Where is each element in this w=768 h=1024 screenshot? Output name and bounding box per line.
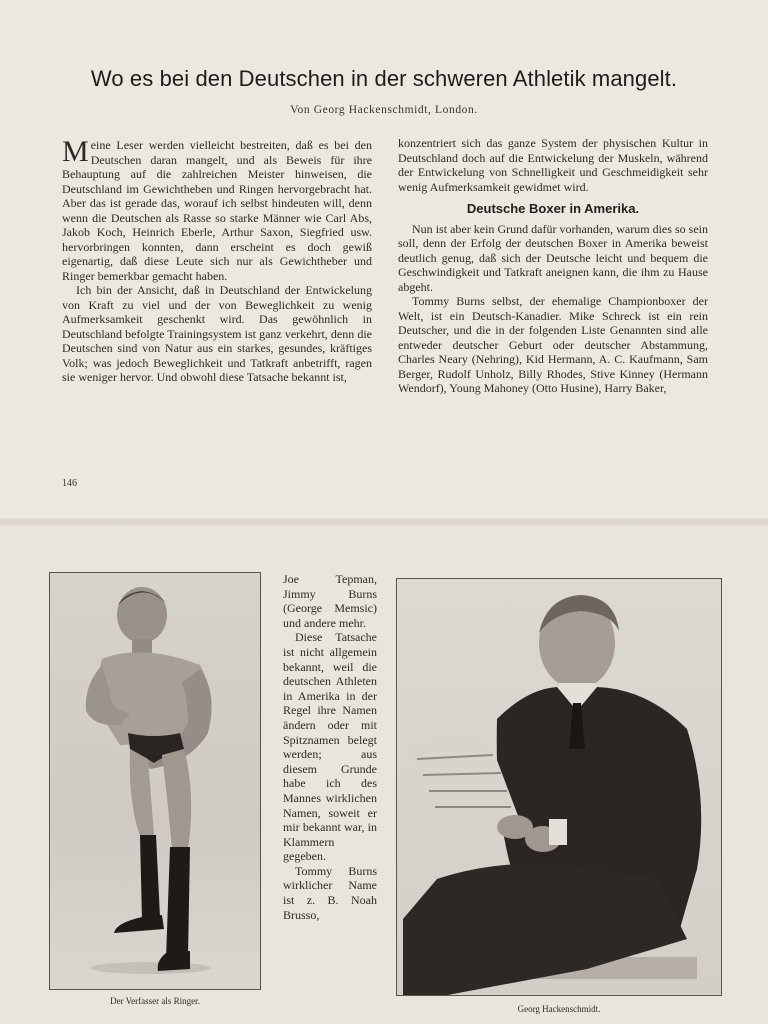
- paragraph: konzentriert sich das ganze System der physischen Kultur in Deutschland doch auf die Entwickelung der Muskeln, während der Entwickelung von Schnelligkeit und Geschmeidigkeit sehr wenig Aufmerksamkeit gewidmet wird.: [398, 136, 708, 194]
- paragraph: Tommy Burns wirklicher Name ist z. B. Noah Brusso,: [283, 863, 377, 922]
- left-photo-caption: Der Verfasser als Ringer.: [110, 996, 200, 1006]
- section-subheading: Deutsche Boxer in Amerika.: [466, 201, 640, 216]
- paragraph: Nun ist aber kein Grund dafür vorhanden, warum dies so sein soll, denn der Erfolg der deutschen Boxer in Amerika beweist deutlich genug, daß sich der Deutsche leicht und bequem die Geschwindigkeit und Tatkraft aneignen kann, die ihm zu Hause abgeht.: [398, 221, 708, 294]
- wrestler-photo: [49, 572, 261, 990]
- page-gutter: [0, 518, 768, 526]
- paragraph: Tommy Burns selbst, der ehemalige Championboxer der Welt, ist ein Deutsch-Kanadier. Mike Schreck ist ein rein Deutscher, und die in der folgenden Liste Genannten sind alle entweder deutscher Geburt oder deutscher Abstammung, Charles Neary (Nehring), Kid Hermann, A. C. Kaufmann, Sam Berger, Rudolf Unholz, Billy Rhodes, Stive Kinney (Hermann Wendorf), Young Mahoney (Otto Husine), Harry Baker,: [398, 294, 708, 395]
- wrestler-figure-icon: [50, 573, 261, 990]
- left-text-column: [62, 135, 372, 385]
- paragraph: Ich bin der Ansicht, daß in Deutschland der Entwickelung von Kraft zu viel und der von Beweglichkeit zu wenig Aufmerksamkeit geschenkt wird. Das gewöhnlich in Deutschland befolgte Trainingsystem ist ganz verkehrt, denn die Deutschen sind von Natur aus ein starkes, gesundes, kräftiges Volk; was jedoch Beweglichkeit und Tatkraft anbetrifft, ragen sie weniger hervor. Und obwohl diese Tatsache bekannt ist,: [62, 283, 372, 384]
- drop-cap: M: [62, 135, 89, 168]
- seated-man-figure-icon: [397, 579, 722, 996]
- page-number: 146: [62, 478, 77, 489]
- right-text-column: [398, 136, 708, 396]
- right-photo-caption: Georg Hackenschmidt.: [517, 1004, 601, 1014]
- paragraph-text: eine Leser werden vielleicht bestreiten, daß es bei den Deutschen daran mangelt, und als Beweis für ihre Behauptung auf die zahlreichen Meister hinweisen, die Deutschland im Gewichtheben und Ringen hervorgebracht hat. Aber das ist gerade das, worauf ich selbst hindeuten will, denn wenn die Deutschen als Rasse so starke Männer wie Carl Abs, Jakob Koch, Heinrich Eberle, Arthur Saxon, Siegfried usw. hervorbringen konnten, dann erscheint es doch gewiß eigenartig, daß diese Leute sich nur als Gewichtheber und Ringer bemerkbar gemacht haben.: [62, 138, 372, 283]
- paragraph: [62, 135, 372, 283]
- article-byline: Von Georg Hackenschmidt, London.: [290, 104, 478, 116]
- paragraph: Joe Tepman, Jimmy Burns (George Memsic) und andere mehr.: [283, 572, 377, 630]
- paragraph: Diese Tatsache ist nicht allgemein bekannt, weil die deutschen Athleten in Amerika in der Regel ihre Namen ändern oder mit Spitznamen belegt werden; aus diesem Grunde habe ich des Mannes wirklichen Namen, soweit er mir bekannt war, in Klammern gegeben.: [283, 630, 377, 864]
- portrait-photo: [396, 578, 722, 996]
- narrow-text-column: [283, 572, 377, 922]
- article-title: Wo es bei den Deutschen in der schweren Athletik mangelt.: [90, 66, 678, 91]
